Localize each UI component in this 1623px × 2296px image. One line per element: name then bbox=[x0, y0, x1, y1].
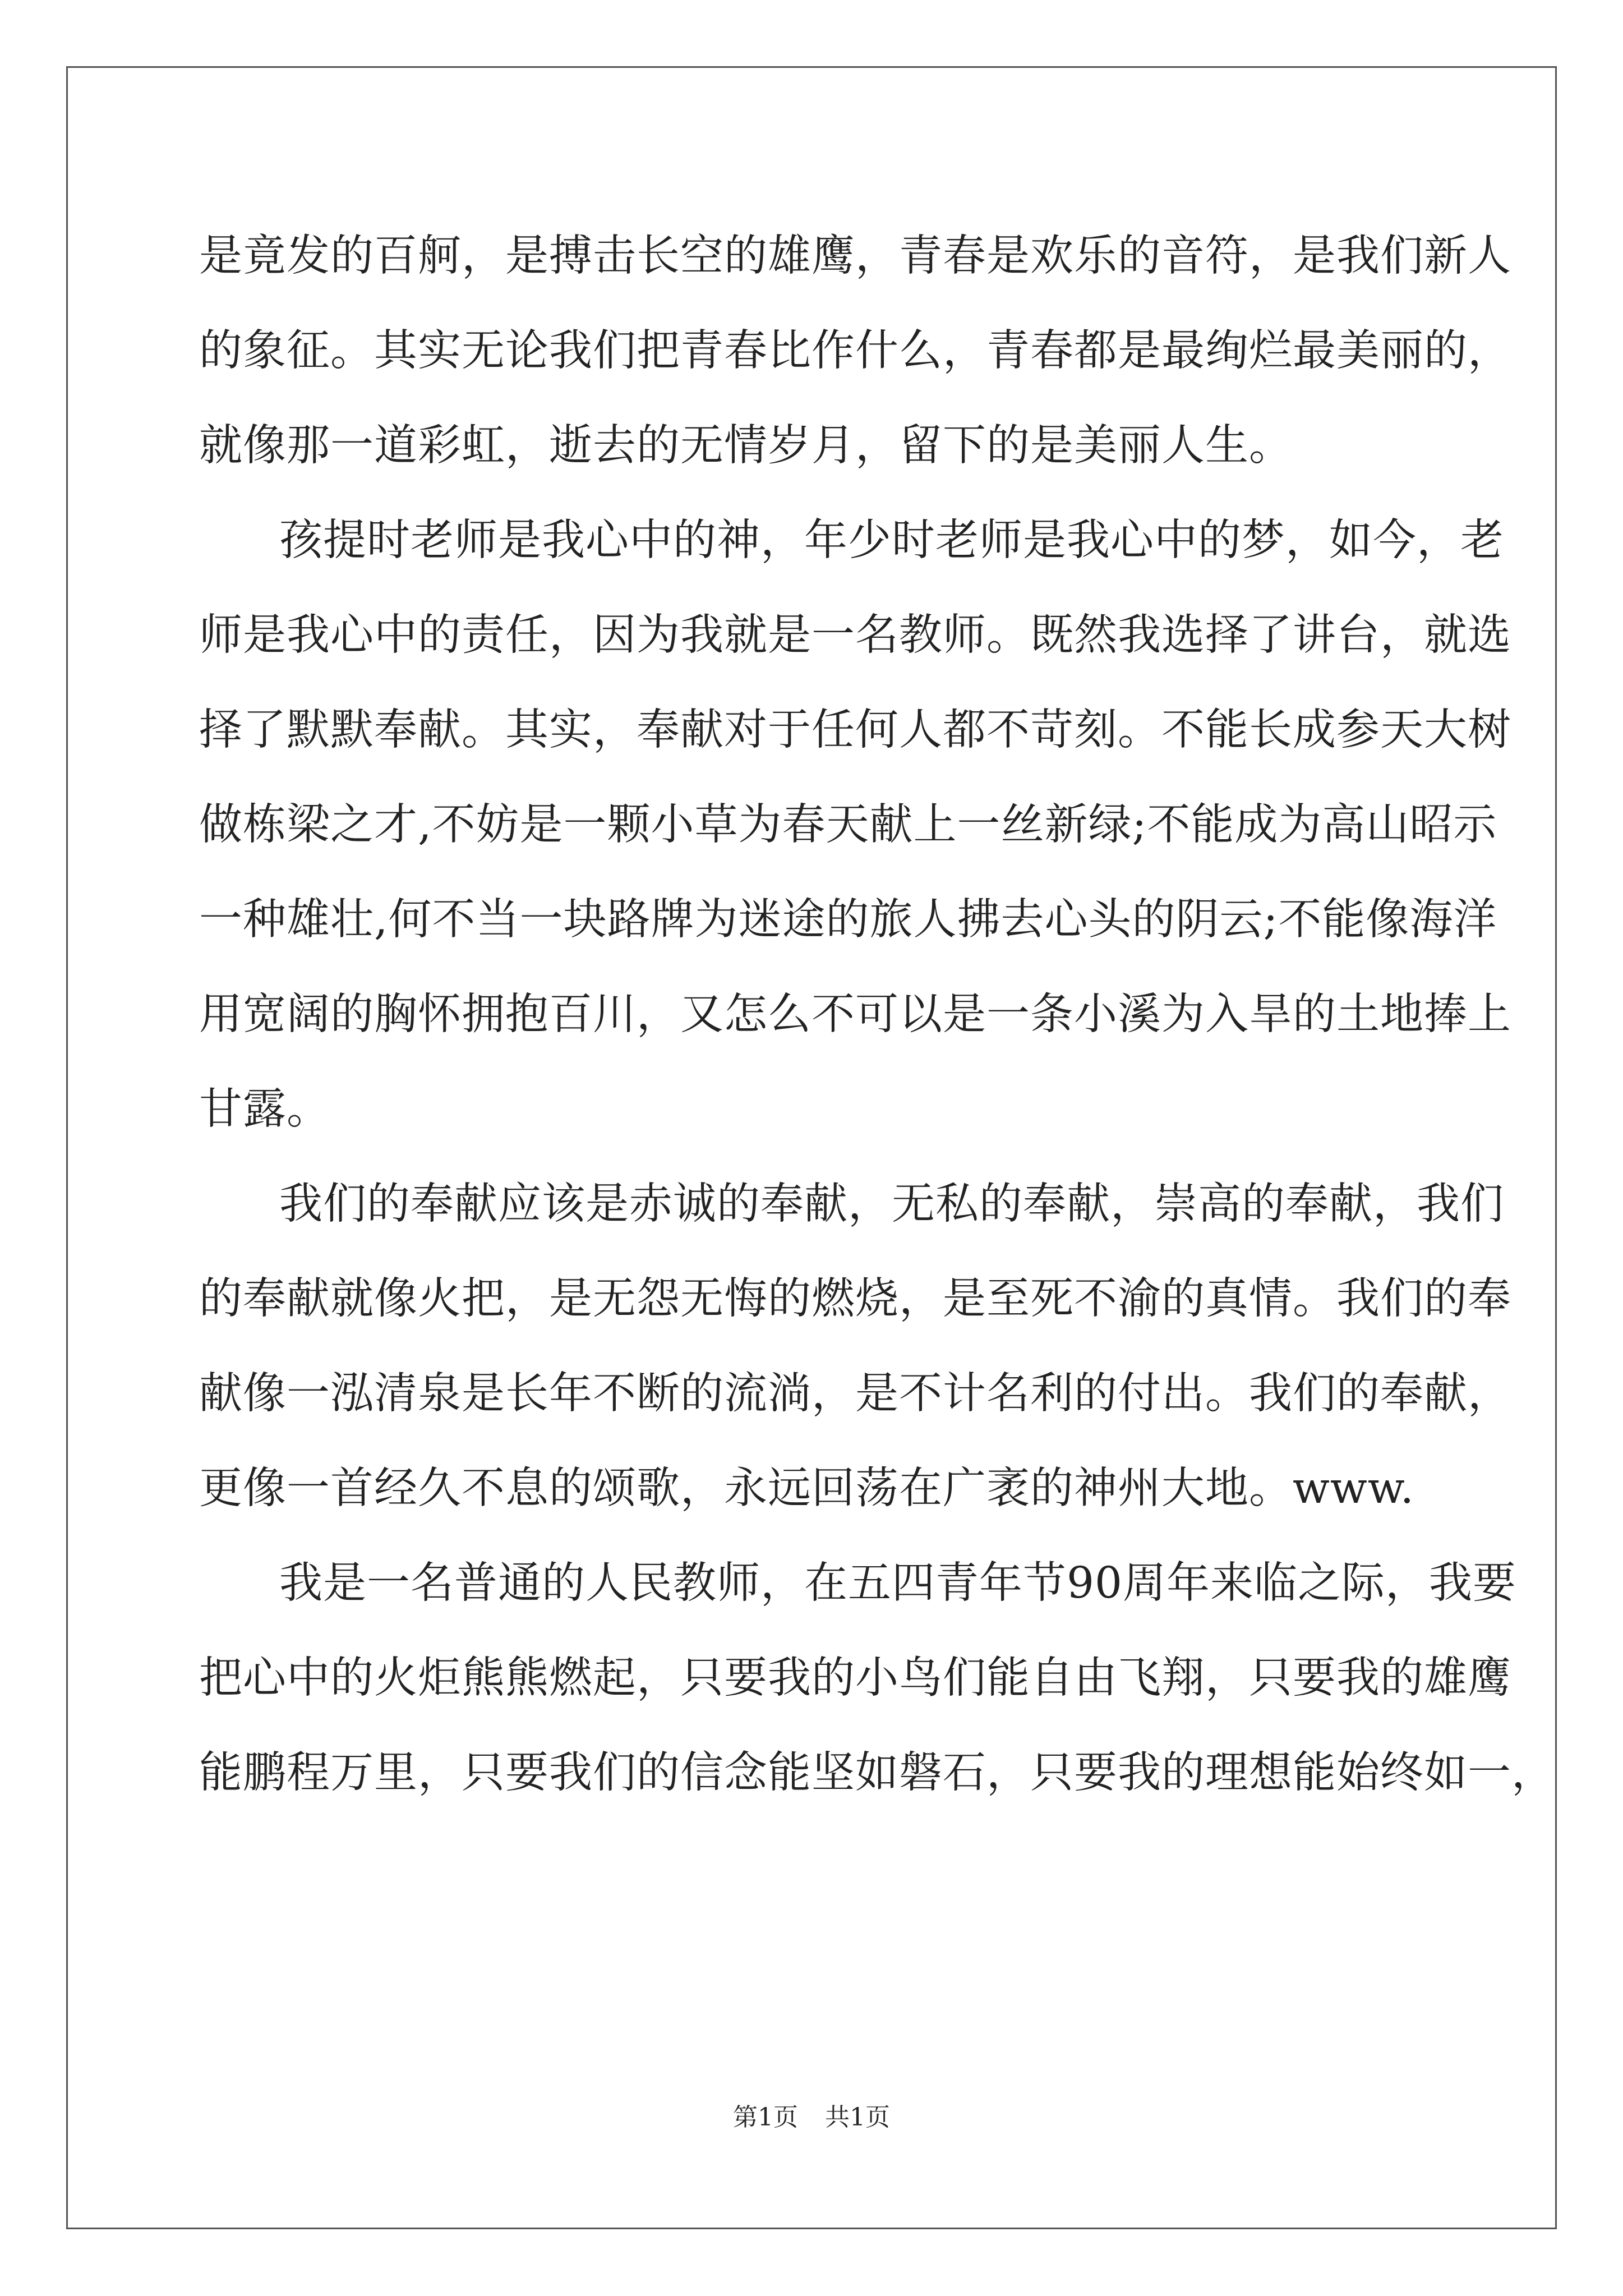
text-line: 用宽阔的胸怀拥抱百川，又怎么不可以是一条小溪为入旱的土地捧上 bbox=[199, 990, 1511, 1039]
text-line: 把心中的火炬熊熊燃起，只要我的小鸟们能自由飞翔，只要我的雄鹰 bbox=[199, 1653, 1511, 1703]
text-line: 能鹏程万里，只要我们的信念能坚如磐石，只要我的理想能始终如一， bbox=[199, 1748, 1555, 1798]
paragraph-start-line: 我是一名普通的人民教师，在五四青年节90周年来临之际，我要 bbox=[279, 1558, 1516, 1608]
text-line: 的象征。其实无论我们把青春比作什么，青春都是最绚烂最美丽的， bbox=[199, 326, 1511, 376]
text-line: 献像一泓清泉是长年不断的流淌，是不计名利的付出。我们的奉献， bbox=[199, 1369, 1511, 1419]
document-body bbox=[199, 209, 1555, 1820]
text-line: 做栋梁之才,不妨是一颗小草为春天献上一丝新绿;不能成为高山昭示 bbox=[199, 800, 1497, 850]
text-line: 更像一首经久不息的颂歌，永远回荡在广袤的神州大地。www. bbox=[199, 1464, 1415, 1513]
page-number-total: 共1页 bbox=[825, 2103, 890, 2132]
text-line: 是竟发的百舸，是搏击长空的雄鹰，青春是欢乐的音符，是我们新人 bbox=[199, 231, 1511, 281]
paragraph-start-line: 我们的奉献应该是赤诚的奉献，无私的奉献，崇高的奉献，我们 bbox=[279, 1179, 1504, 1229]
paragraph-start-line: 孩提时老师是我心中的神，年少时老师是我心中的梦，如今，老 bbox=[279, 516, 1504, 565]
page-footer bbox=[0, 2101, 1623, 2134]
text-line: 就像那一道彩虹，逝去的无情岁月，留下的是美丽人生。 bbox=[199, 421, 1293, 471]
text-line: 甘露。 bbox=[199, 1084, 330, 1134]
text-line: 择了默默奉献。其实，奉献对于任何人都不苛刻。不能长成参天大树 bbox=[199, 705, 1511, 755]
text-line: 一种雄壮,何不当一块路牌为迷途的旅人拂去心头的阴云;不能像海洋 bbox=[199, 895, 1497, 945]
page-number-current: 第1页 bbox=[733, 2103, 798, 2132]
text-line: 的奉献就像火把，是无怨无悔的燃烧，是至死不渝的真情。我们的奉 bbox=[199, 1274, 1511, 1324]
text-line: 师是我心中的责任，因为我就是一名教师。既然我选择了讲台，就选 bbox=[199, 610, 1511, 660]
